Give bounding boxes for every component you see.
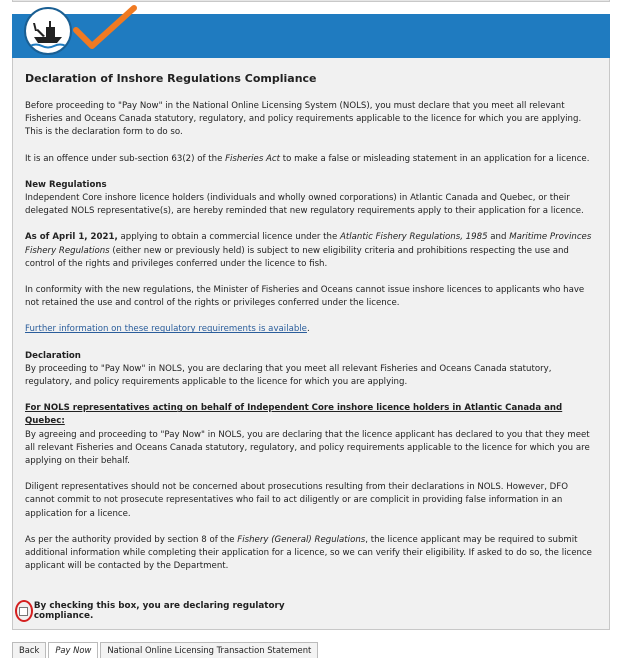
intro-paragraph: Before proceeding to "Pay Now" in the National Online Licensing System (NOLS), you must declare that you meet all relevant Fisheries and Oceans Canada statutory, regulatory, and policy requirements applicable to the licence for which you are applying. This is the declaration form to do so. [25,101,582,138]
declaration-section [25,350,595,390]
pay-now-tab[interactable]: Pay Now [48,642,98,658]
declaration-heading: Declaration [25,350,81,361]
compliance-consent [13,598,343,624]
compliance-checkbox[interactable] [19,607,28,616]
representatives-text: By agreeing and proceeding to "Pay Now" in NOLS, you are declaring that the licence applicant has declared to you that they meet all relevant Fisheries and Oceans Canada statutory, regulatory, and policy requirements applicable to the licence for which you are applying on their behalf. [25,429,590,467]
compliance-checkbox-label[interactable]: By checking this box, you are declaring regulatory compliance. [33,601,285,621]
compliance-checkbox-highlight [15,600,33,622]
transaction-statement-tab[interactable]: National Online Licensing Transaction Statement [100,642,318,658]
back-button[interactable]: Back [12,642,46,658]
new-regulations-heading: New Regulations [25,179,107,190]
page-title: Declaration of Inshore Regulations Compliance [25,72,317,85]
new-regulations-section [25,179,595,219]
orange-check-icon [70,4,140,52]
declaration-text: By proceeding to "Pay Now" in NOLS, you are declaring that you meet all relevant Fisheries and Oceans Canada statutory, regulatory, and policy requirements applicable to the licence for which you are applying. [25,363,552,388]
further-info-paragraph: Further information on these regulatory requirements is available. [25,324,310,335]
offence-paragraph: It is an offence under sub-section 63(2) of the Fisheries Act to make a false or misleading statement in an application for a licence. [25,153,590,164]
conformity-paragraph: In conformity with the new regulations, the Minister of Fisheries and Oceans cannot issue inshore licences to applicants who have not retained the use and control of the rights or privileges conferred under the licence. [25,285,585,309]
new-regulations-text: Independent Core inshore licence holders (individuals and wholly owned corporations) in Atlantic Canada and Quebec, or their delegated NOLS representative(s), are hereby reminded that new regulatory requirements apply to their application for a licence. [25,193,584,217]
diligent-paragraph: Diligent representatives should not be concerned about prosecutions resulting from their declarations in NOLS. However, DFO cannot commit to not prosecute representatives who fail to act diligently or are complicit in providing false information in an application for a licence. [25,482,568,519]
representatives-section [25,402,595,468]
declaration-content [25,72,595,586]
further-info-link[interactable]: Further information on these regulatory requirements is available [25,324,307,335]
representatives-heading: For NOLS representatives acting on behalf of Independent Core inshore licence holders in Atlantic Canada and Quebec: [25,403,563,427]
authority-paragraph: As per the authority provided by section 8 of the Fishery (General) Regulations, the licence applicant may be required to submit additional information while completing their application for a licence, so we can verify their eligibility. If asked to do so, the licence applicant will be contacted by the Department. [25,534,592,572]
bottom-tabs [12,642,320,658]
fishing-boat-logo-icon [24,7,72,55]
top-border [12,0,610,2]
april-paragraph: As of April 1, 2021, applying to obtain a commercial licence under the Atlantic Fishery Regulations, 1985 and Maritime Provinces Fishery Regulations (either new or previously held) is subject to new eligibility criteria and prohibitions respecting the use and control of the rights and privileges conferred under the licence to fish. [25,232,592,269]
